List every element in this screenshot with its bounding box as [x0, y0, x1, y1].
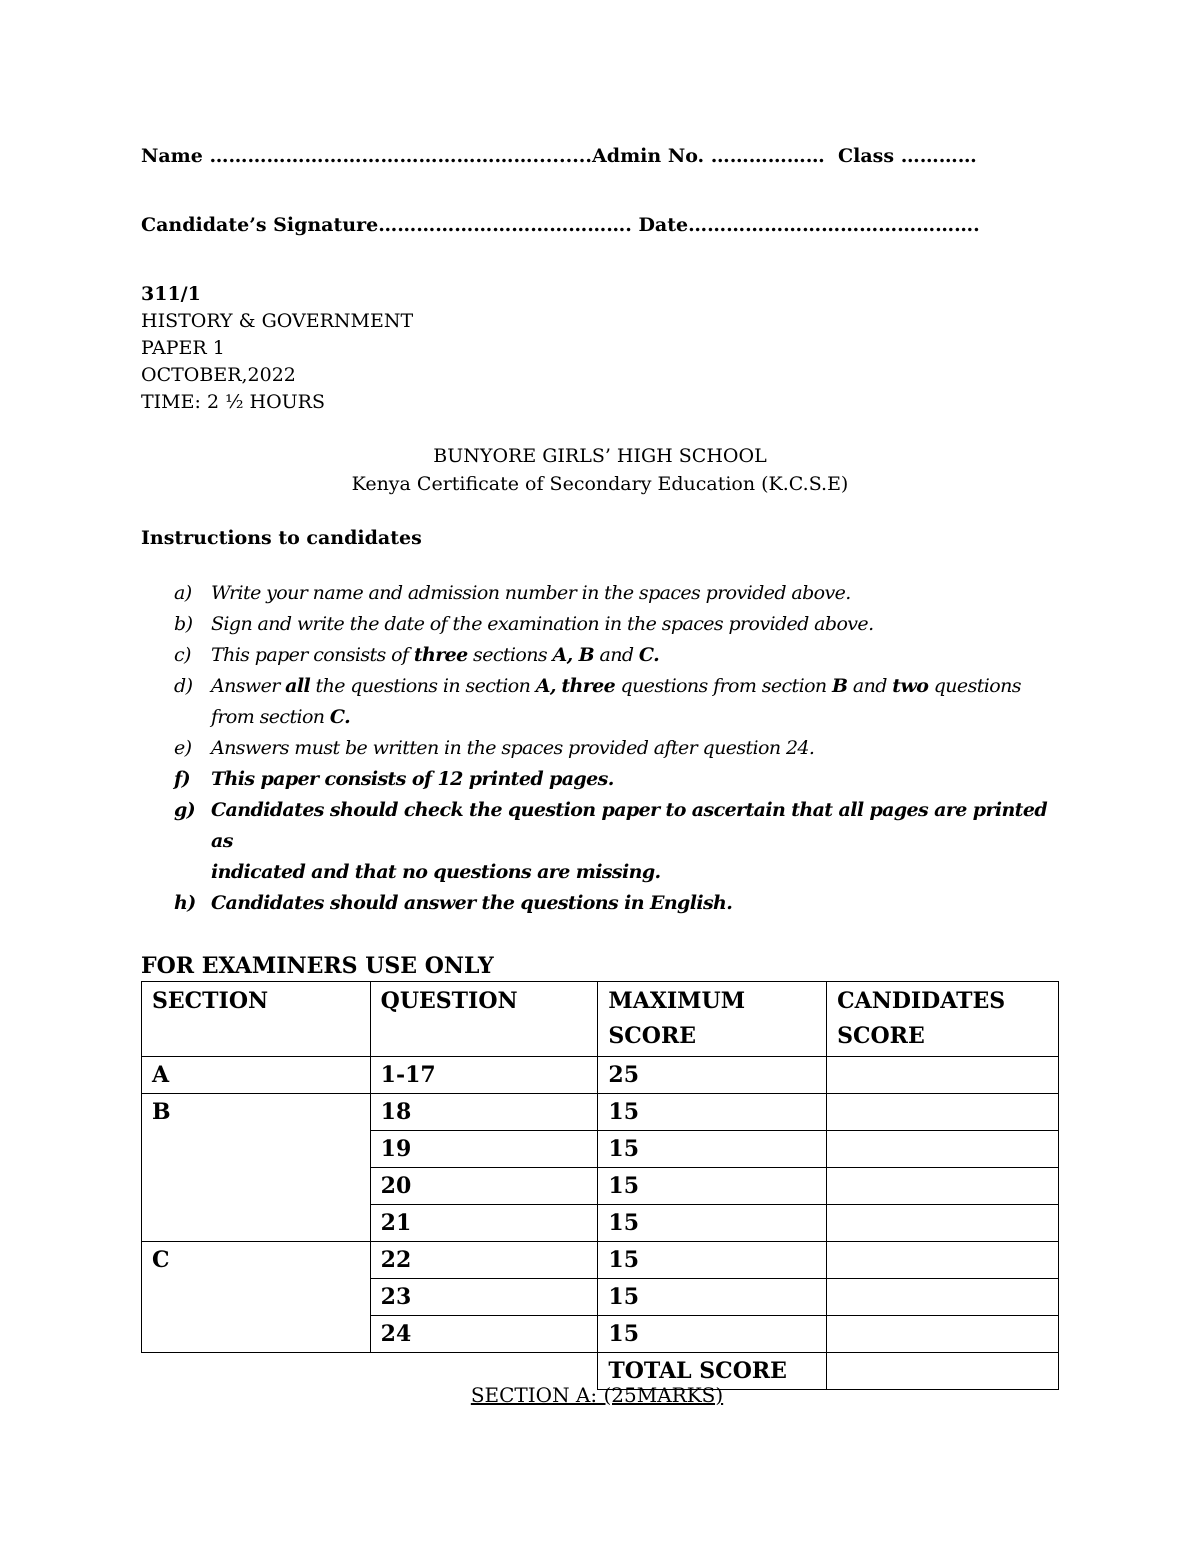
instruction-marker: f)	[174, 768, 190, 790]
instruction-h: h) Candidates should answer the questions in English.	[141, 888, 1061, 919]
section-cell: A	[142, 1057, 371, 1094]
instruction-g: g) Candidates should check the question paper to ascertain that all pages are printed as indicated and that no questions are missing.	[141, 795, 1061, 888]
paper-number: PAPER 1	[141, 337, 225, 359]
signature-line	[141, 216, 980, 235]
candidate-score-cell[interactable]	[827, 1242, 1059, 1279]
col-header-question: QUESTION	[370, 982, 598, 1057]
instruction-marker: g)	[174, 799, 196, 821]
question-cell: 18	[370, 1094, 598, 1131]
class-field[interactable]: …………	[900, 145, 977, 167]
class-label: Class	[838, 145, 895, 167]
max-score-cell: 15	[598, 1131, 827, 1168]
instruction-marker: h)	[174, 892, 196, 914]
instruction-marker: d)	[174, 675, 193, 697]
question-cell: 22	[370, 1242, 598, 1279]
examiners-heading: FOR EXAMINERS USE ONLY	[141, 953, 494, 979]
instruction-marker: b)	[174, 613, 193, 635]
paper-code: 311/1	[141, 283, 201, 305]
school-name: BUNYORE GIRLS’ HIGH SCHOOL	[433, 445, 767, 467]
max-score-cell: 15	[598, 1279, 827, 1316]
candidate-score-cell[interactable]	[827, 1094, 1059, 1131]
candidate-score-cell[interactable]	[827, 1279, 1059, 1316]
candidate-score-cell[interactable]	[827, 1057, 1059, 1094]
question-cell: 23	[370, 1279, 598, 1316]
table-row	[142, 1242, 1059, 1279]
instruction-marker: e)	[174, 737, 192, 759]
subject: HISTORY & GOVERNMENT	[141, 310, 414, 332]
instruction-d: d) Answer all the questions in section A, three questions from section B and two questions from section C.	[141, 671, 1061, 733]
section-cell: B	[142, 1094, 371, 1242]
question-cell: 21	[370, 1205, 598, 1242]
max-score-cell: 25	[598, 1057, 827, 1094]
table-header-row	[142, 982, 1059, 1057]
section-a-heading: SECTION A: (25MARKS)	[470, 1383, 724, 1407]
name-label: Name	[141, 145, 203, 167]
col-header-max-score: MAXIMUM SCORE	[598, 982, 827, 1057]
name-field[interactable]: …………………………………………….........	[209, 145, 593, 167]
section-cell: C	[142, 1242, 371, 1353]
signature-field[interactable]: ………………………………….	[378, 214, 632, 236]
candidate-score-cell[interactable]	[827, 1316, 1059, 1353]
max-score-cell: 15	[598, 1316, 827, 1353]
max-score-cell: 15	[598, 1094, 827, 1131]
max-score-cell: 15	[598, 1205, 827, 1242]
question-cell: 19	[370, 1131, 598, 1168]
date-label: Date	[638, 214, 689, 236]
table-row	[142, 1094, 1059, 1131]
instructions-heading: Instructions to candidates	[141, 527, 422, 549]
instructions-list	[141, 578, 1061, 919]
instruction-marker: c)	[174, 644, 191, 666]
col-header-section: SECTION	[142, 982, 371, 1057]
certificate-title: Kenya Certificate of Secondary Education (K.C.S.E)	[351, 473, 849, 495]
candidate-score-cell[interactable]	[827, 1131, 1059, 1168]
instruction-e: e) Answers must be written in the spaces provided after question 24.	[141, 733, 1061, 764]
name-line	[141, 147, 977, 166]
max-score-cell: 15	[598, 1242, 827, 1279]
score-table	[141, 981, 1059, 1390]
max-score-cell: 15	[598, 1168, 827, 1205]
signature-label: Candidate’s Signature	[141, 214, 379, 236]
date-field[interactable]: ……………………………………….	[688, 214, 980, 236]
candidate-score-cell[interactable]	[827, 1168, 1059, 1205]
instruction-c: c) This paper consists of three sections A, B and C.	[141, 640, 1061, 671]
exam-time: TIME: 2 ½ HOURS	[141, 391, 326, 413]
table-row	[142, 1057, 1059, 1094]
candidate-score-cell[interactable]	[827, 1205, 1059, 1242]
instruction-a: a) Write your name and admission number in the spaces provided above.	[141, 578, 1061, 609]
total-score-label: TOTAL SCORE	[598, 1353, 827, 1390]
question-cell: 24	[370, 1316, 598, 1353]
exam-date: OCTOBER,2022	[141, 364, 296, 386]
instruction-f: f) This paper consists of 12 printed pages.	[141, 764, 1061, 795]
question-cell: 20	[370, 1168, 598, 1205]
col-header-candidate-score: CANDIDATES SCORE	[827, 982, 1059, 1057]
admin-field[interactable]: ………………	[710, 145, 825, 167]
instruction-marker: a)	[174, 582, 192, 604]
admin-label: Admin No.	[592, 145, 705, 167]
instruction-b: b) Sign and write the date of the examination in the spaces provided above.	[141, 609, 1061, 640]
question-cell: 1-17	[370, 1057, 598, 1094]
